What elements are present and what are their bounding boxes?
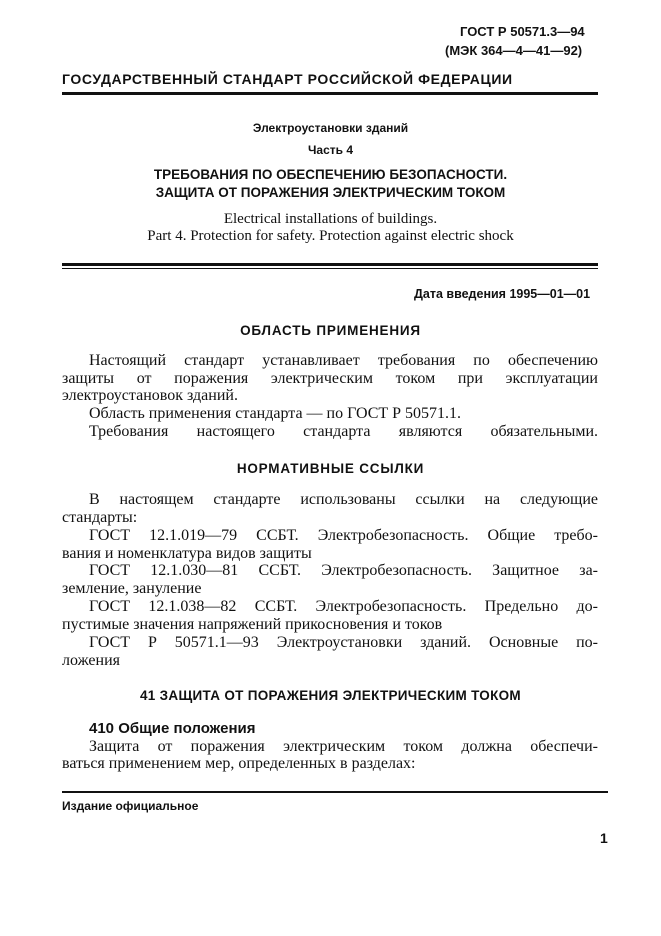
- references-line: земление, зануление: [62, 580, 202, 597]
- english-title-line2: Part 4. Protection for safety. Protection against electric shock: [147, 228, 514, 244]
- references-line: ГОСТ 12.1.030—81 ССБТ. Электробезопасность. Защитное за-: [89, 562, 598, 579]
- official-edition-label: Издание официальное: [62, 799, 199, 813]
- references-line: В настоящем стандарте использованы ссылки на следующие: [89, 491, 598, 508]
- scope-heading: ОБЛАСТЬ ПРИМЕНЕНИЯ: [240, 323, 421, 338]
- references-line: ГОСТ Р 50571.1—93 Электроустановки зданий. Основные по-: [89, 634, 598, 651]
- main-title-line1: ТРЕБОВАНИЯ ПО ОБЕСПЕЧЕНИЮ БЕЗОПАСНОСТИ.: [153, 167, 508, 182]
- section-410-heading: 410 Общие положения: [89, 720, 256, 737]
- references-line: пустимые значения напряжений прикосновения и токов: [62, 616, 443, 633]
- scope-paragraph-line: Область применения стандарта — по ГОСТ Р 50571.1.: [89, 405, 462, 422]
- references-line: ГОСТ 12.1.019—79 ССБТ. Электробезопасность. Общие требо-: [89, 527, 598, 544]
- standard-code: ГОСТ Р 50571.3—94: [460, 24, 585, 39]
- page-number: 1: [600, 830, 608, 846]
- scope-paragraph-line: электроустановок зданий.: [62, 387, 238, 404]
- section-41-line: Защита от поражения электрическим током должна обеспечи-: [89, 738, 598, 755]
- references-line: ложения: [62, 652, 121, 669]
- references-line: вания и номенклатура видов защиты: [62, 545, 312, 562]
- section-41-line: ваться применением мер, определенных в разделах:: [62, 755, 416, 772]
- references-heading: НОРМАТИВНЫЕ ССЫЛКИ: [236, 461, 425, 476]
- title-rule-thin: [62, 268, 598, 269]
- header-rule: [62, 92, 598, 95]
- references-line: стандарты:: [62, 509, 138, 526]
- scope-paragraph-line: Настоящий стандарт устанавливает требования по обеспечению: [89, 352, 598, 369]
- english-title-line1: Electrical installations of buildings.: [223, 211, 438, 227]
- subject-title: Электроустановки зданий: [252, 121, 409, 135]
- title-rule-thick: [62, 263, 598, 266]
- section-41-heading: 41 ЗАЩИТА ОТ ПОРАЖЕНИЯ ЭЛЕКТРИЧЕСКИМ ТОКОМ: [140, 688, 521, 703]
- iec-code: (МЭК 364—4—41—92): [445, 43, 583, 58]
- state-standard-title: ГОСУДАРСТВЕННЫЙ СТАНДАРТ РОССИЙСКОЙ ФЕДЕРАЦИИ: [62, 71, 513, 87]
- main-title-line2: ЗАЩИТА ОТ ПОРАЖЕНИЯ ЭЛЕКТРИЧЕСКИМ ТОКОМ: [155, 185, 506, 200]
- scope-paragraph-line: защиты от поражения электрическим током при эксплуатации: [62, 370, 598, 387]
- introduction-date: Дата введения 1995—01—01: [414, 287, 591, 301]
- scope-paragraph-line: Требования настоящего стандарта являются обязательными.: [89, 423, 598, 440]
- footer-rule: [62, 791, 608, 793]
- part-title: Часть 4: [307, 143, 354, 157]
- references-line: ГОСТ 12.1.038—82 ССБТ. Электробезопасность. Предельно до-: [89, 598, 598, 615]
